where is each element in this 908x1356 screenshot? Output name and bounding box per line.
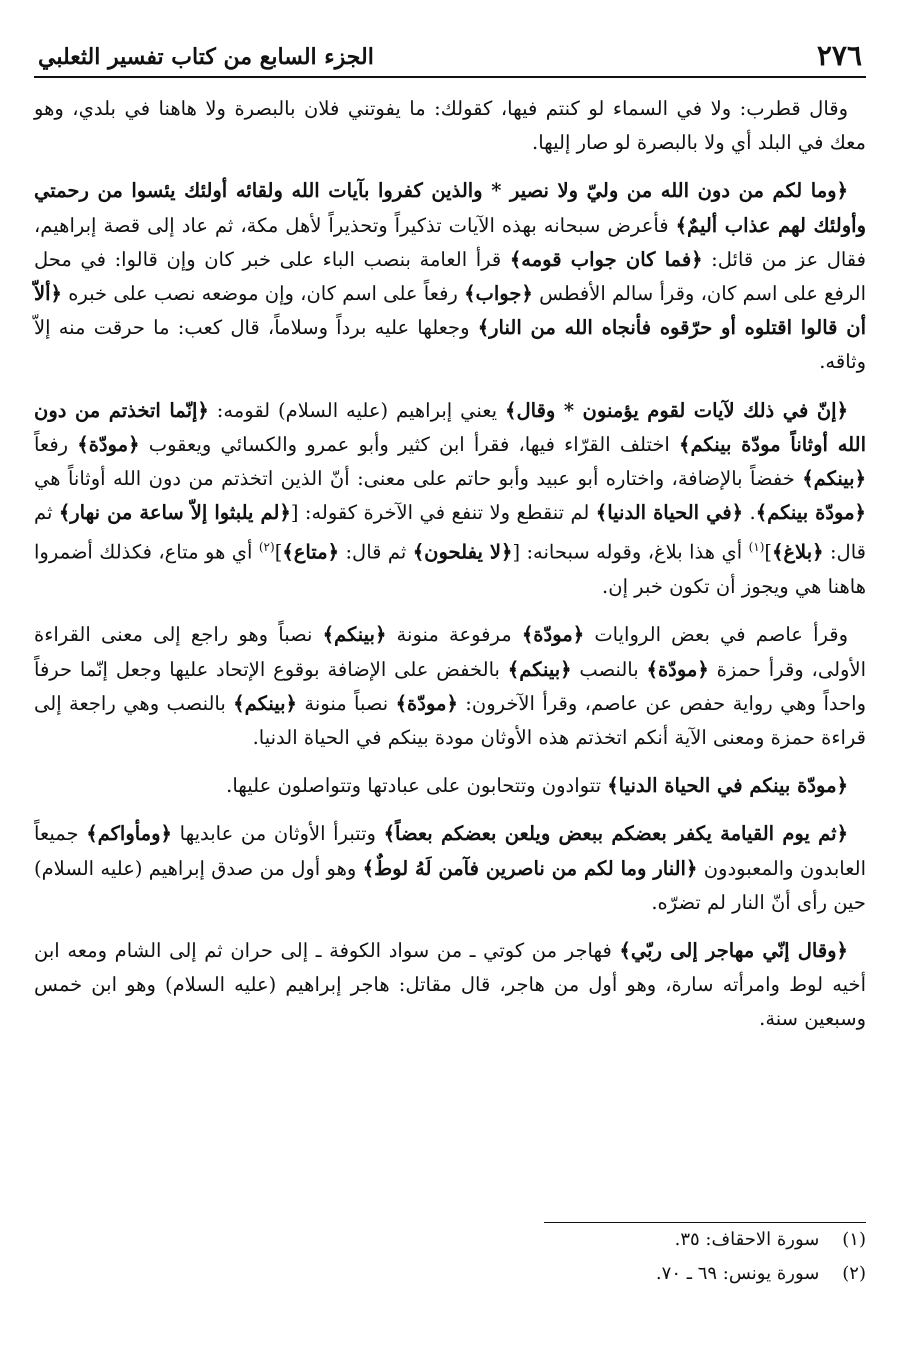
page-number: ٢٧٦ xyxy=(816,39,862,72)
footnote-text: سورة يونس: ٦٩ ـ ٧٠. xyxy=(655,1263,820,1284)
text-run: ] xyxy=(764,540,772,564)
quran-quote: ﴿إنّ في ذلك لآيات لقوم يؤمنون * وقال﴾ xyxy=(505,398,848,422)
footnote xyxy=(34,1257,866,1291)
quran-quote: ﴿بينكم﴾ xyxy=(233,691,297,715)
text-run: نصباً منونة xyxy=(296,691,396,715)
quran-quote: ﴿مودّة﴾ xyxy=(77,432,140,456)
quran-quote: ﴿مودّة﴾ xyxy=(395,691,458,715)
quran-quote: ﴿بينكم﴾ xyxy=(322,623,387,647)
text-run: مرفوعة منونة xyxy=(386,623,522,647)
footnote-text: سورة الاحقاف: ٣٥. xyxy=(674,1229,820,1250)
quran-quote: ﴿ومأواكم﴾ xyxy=(86,822,172,846)
text-run: وقال قطرب: ولا في السماء لو كنتم فيها، كقولك: ما يفوتني فلان بالبصرة ولا هاهنا في بلدي، وهو معك في البلد أي ولا بالبصرة لو صار إليها. xyxy=(34,97,866,155)
quran-quote: ﴿لا يفلحون﴾ xyxy=(412,540,513,564)
text-run: رفعاً على اسم كان، وإن موضعه نصب على خبره xyxy=(61,282,465,306)
body-text xyxy=(34,92,866,1051)
quran-quote: ﴿ثم يوم القيامة يكفر بعضكم ببعض ويلعن بعضكم بعضاً﴾ xyxy=(383,822,848,846)
quran-quote: ﴿مودّة بينكم في الحياة الدنيا﴾ xyxy=(607,774,848,798)
quran-quote: ﴿النار وما لكم من ناصرين فآمن لَهُ لوطٌ﴾ xyxy=(362,856,698,880)
paragraph xyxy=(34,174,866,379)
text-run: ] xyxy=(274,540,283,564)
paragraph xyxy=(34,618,866,755)
footnote-ref: (٢) xyxy=(258,540,275,555)
text-run: أي هذا بلاغ، وقوله سبحانه: [ xyxy=(512,540,749,564)
text-run: يعني إبراهيم (عليه السلام) لقومه: xyxy=(208,398,506,422)
quran-quote: ﴿إنّما اتخذتم من دون الله أوثاناً مودّة بينكم﴾ xyxy=(34,398,866,456)
quran-quote: ﴿وقال إنّي مهاجر إلى ربّي﴾ xyxy=(619,938,848,962)
footnote xyxy=(34,1223,866,1257)
text-run: بالخفض على الإضافة بوقوع الإتحاد عليها وجعل إنّما حرفاً واحداً وهي رواية حفص عن عاصم، وقرأ الآخرون: xyxy=(34,657,866,715)
footnote-number: (١) xyxy=(842,1229,866,1250)
quran-quote: ﴿مودّة﴾ xyxy=(521,623,585,647)
text-run: اختلف القرّاء فيها، فقرأ ابن كثير وأبو عمرو والكسائي ويعقوب xyxy=(139,432,680,456)
quran-quote: ﴿فما كان جواب قومه﴾ xyxy=(509,247,703,271)
text-run: تتوادون وتتحابون على عبادتها وتتواصلون عليها. xyxy=(226,774,608,798)
footnote-ref: (١) xyxy=(748,540,765,555)
text-run: وجعلها عليه برداً وسلاماً، قال كعب: ما حرقت منه إلاّ وثاقه. xyxy=(34,316,866,374)
quran-quote: ﴿مودّة﴾ xyxy=(646,657,709,681)
text-run: رفعاً xyxy=(34,432,78,456)
quran-quote: ﴿بينكم﴾ xyxy=(507,657,572,681)
quran-quote: ﴿في الحياة الدنيا﴾ xyxy=(595,501,744,525)
quran-quote: ﴿ألاّ أن قالوا اقتلوه أو حرّقوه فأنجاه الله من النار﴾ xyxy=(34,282,866,340)
footnotes xyxy=(34,1222,866,1291)
text-run: فأعرض سبحانه بهذه الآيات تذكيراً وتحذيراً لأهل مكة، ثم عاد إلى قصة إبراهيم، فقال عز من قائل: xyxy=(34,213,866,271)
quran-quote: ﴿مودّة بينكم﴾ xyxy=(755,501,866,525)
text-run: بالنصب وهي راجعة إلى قراءة حمزة ومعنى الآية أنكم اتخذتم هذه الأوثان مودة بينكم في الحياة الدنيا. xyxy=(34,691,866,749)
text-run: لم تنقطع ولا تنفع في الآخرة كقوله: [ xyxy=(290,501,596,525)
text-run: جميعاً العابدون والمعبودون xyxy=(34,822,866,880)
footnote-number: (٢) xyxy=(842,1263,866,1284)
text-run: ثم قال: xyxy=(339,540,413,564)
text-run: نصباً وهو راجع إلى معنى القراءة الأولى، وقرأ حمزة xyxy=(34,623,866,681)
text-run: خفضاً بالإضافة، واختاره أبو عبيد وأبو حاتم على معنى: أنّ الذين اتخذتم من دون الله أوثاناً هي xyxy=(34,467,803,491)
page-header xyxy=(34,34,866,78)
text-run: . xyxy=(743,501,756,525)
text-run: وقرأ عاصم في بعض الروايات xyxy=(584,623,848,647)
quran-quote: ﴿لم يلبثوا إلاّ ساعة من نهار﴾ xyxy=(58,501,291,525)
text-run: بالنصب xyxy=(571,657,647,681)
quran-quote: ﴿بلاغ﴾ xyxy=(772,540,824,564)
quran-quote: ﴿متاع﴾ xyxy=(282,540,340,564)
text-run: أي هو متاع، فكذلك أضمروا هاهنا هي ويجوز أن تكون خبر إن. xyxy=(34,540,866,599)
running-title: الجزء السابع من كتاب تفسير الثعلبي xyxy=(38,44,374,70)
paragraph xyxy=(34,934,866,1037)
paragraph xyxy=(34,817,866,920)
paragraph xyxy=(34,92,866,160)
text-run: وهو أول من صدق إبراهيم (عليه السلام) حين رأى أنّ النار لم تضرّه. xyxy=(34,856,866,914)
paragraph xyxy=(34,769,866,803)
text-run: قرأ العامة بنصب الباء على خبر كان وإن قالوا: في محل الرفع على اسم كان، وقرأ سالم الأفطس xyxy=(34,247,866,306)
text-run: وتتبرأ الأوثان من عابديها xyxy=(171,822,384,846)
quran-quote: ﴿جواب﴾ xyxy=(464,282,533,306)
text-run: ثم قال: xyxy=(34,501,866,564)
quran-quote: ﴿بينكم﴾ xyxy=(802,467,866,491)
quran-quote: ﴿وما لكم من دون الله من وليّ ولا نصير * والذين كفروا بآيات الله ولقائه أولئك يئسوا من رحمتي وأولئك لهم عذاب أليمٌ﴾ xyxy=(34,179,866,237)
paragraph xyxy=(34,394,866,605)
text-run: فهاجر من كوتي ـ من سواد الكوفة ـ إلى حران ثم إلى الشام ومعه ابن أخيه لوط وامرأته سارة، وهو أول من هاجر، قال مقاتل: هاجر إبراهيم (عليه السلام) وهو ابن خمس وسبعين سنة. xyxy=(34,938,866,1031)
